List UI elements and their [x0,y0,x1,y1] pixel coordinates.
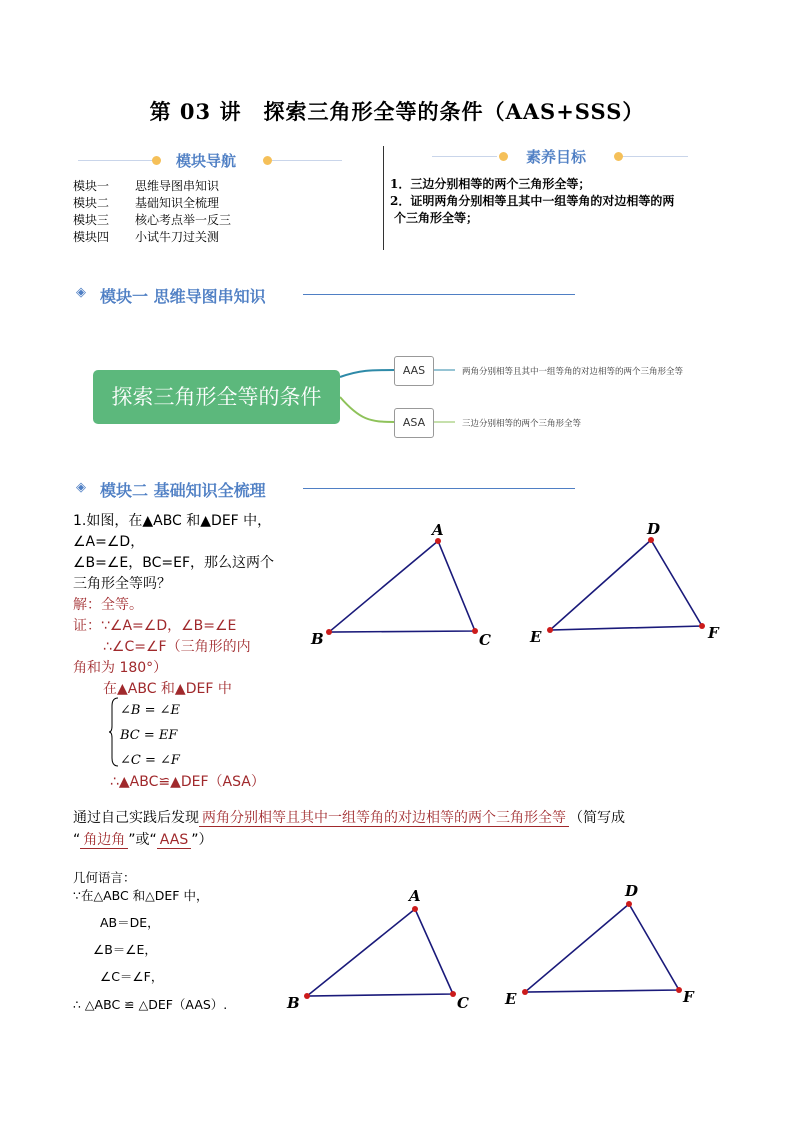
equation: ∠B = ∠E [120,703,180,718]
goals-dot-right [614,152,623,161]
problem-line: 1.如图，在▲ABC 和▲DEF 中， [73,513,272,529]
vertex-point [699,623,705,629]
nav-item[interactable]: 模块三 核心考点举一反三 [73,213,232,227]
vertex-point [626,901,632,907]
geometry-line: ∴ △ABC ≌ △DEF（AAS）. [73,997,228,1012]
blank-answer-3[interactable]: AAS [157,832,191,849]
nav-item[interactable]: 模块一 思维导图串知识 [73,179,220,193]
proof-line: ∴∠C=∠F（三角形的内 [103,639,251,655]
triangle [550,540,702,630]
geometry-line: ∠C＝∠F， [100,969,164,984]
nav-heading-line-left [78,160,156,161]
goals-heading-line-right [623,156,688,157]
goal-item-2: 2．证明两角分别相等且其中一组等角的对边相等的两 [390,194,675,208]
mindmap-branch1-line [340,370,395,377]
vertex-label-F: F [683,988,694,1006]
vertex-point [450,991,456,997]
vertex-label-D: D [625,882,639,900]
conclusion-line: ∴▲ABC≌▲DEF（ASA） [110,774,265,790]
discovery-line-2: “ 角边角 ”或“ AAS ”） [73,832,213,848]
blank-answer-2[interactable]: 角边角 [80,832,128,849]
proof-line: 证：∵∠A=∠D，∠B=∠E [73,618,237,634]
problem-line: ∠B=∠E，BC=EF，那么这两个 [73,555,275,571]
blank-answer-1[interactable]: 两角分别相等且其中一组等角的对边相等的两个三角形全等 [199,810,569,827]
equation-system [120,698,180,773]
nav-heading-line-right [272,160,342,161]
proof-line: 角和为 180°） [73,660,168,676]
vertex-point [472,628,478,634]
mindmap-node-aas: AAS [394,356,434,386]
page-title: 第 03 讲 探索三角形全等的条件（AAS+SSS） [149,99,645,124]
geometry-heading: 几何语言： [73,870,136,885]
vertex-label-A: A [409,887,421,905]
triangle-figure-bottom [280,878,720,1018]
nav-dot-right [263,156,272,165]
nav-list [73,178,231,246]
vertex-point [326,629,332,635]
vertex-label-E: E [530,628,542,646]
vertex-point [412,906,418,912]
goals-heading: 素养目标 [526,148,587,166]
geometry-line: ∵在△ABC 和△DEF 中， [73,888,209,903]
vertex-label-B: B [287,994,300,1012]
goals-text [390,176,730,227]
system-brace [108,696,120,768]
triangle [525,904,679,992]
column-divider [383,146,384,250]
section1-rule [303,294,575,295]
mindmap-branch1-text: 两角分别相等且其中一组等角的对边相等的两个三角形全等 [462,367,684,377]
triangle-figure-top [300,515,740,655]
vertex-label-C: C [457,994,469,1012]
proof-line: 在▲ABC 和▲DEF 中 [103,681,232,697]
mindmap-main-node: 探索三角形全等的条件 [93,370,340,424]
nav-item[interactable]: 模块四 小试牛刀过关测 [73,230,220,244]
goals-heading-line-left [432,156,497,157]
geometry-line: ∠B＝∠E， [93,942,157,957]
problem-block [73,511,313,700]
section2-rule [303,488,575,489]
triangle [329,541,475,632]
problem-line: ∠A=∠D， [73,534,145,550]
vertex-label-D: D [647,520,661,538]
section2-diamond-icon: ◈ [76,480,86,495]
vertex-label-E: E [505,990,517,1008]
vertex-label-B: B [311,630,324,648]
mindmap-branch2-text: 三边分别相等的两个三角形全等 [462,419,582,429]
section1-title: 模块一 思维导图串知识 [100,287,266,306]
nav-dot-left [152,156,161,165]
equation: BC = EF [120,728,178,743]
discovery-line: 通过自己实践后发现 两角分别相等且其中一组等角的对边相等的两个三角形全等 （简写成 [73,810,625,826]
problem-line: 三角形全等吗？ [73,576,171,592]
vertex-point [676,987,682,993]
nav-heading: 模块导航 [176,152,237,170]
equation: ∠C = ∠F [120,753,180,768]
geometry-line: AB＝DE， [100,915,160,930]
mindmap-node-asa: ASA [394,408,434,438]
vertex-label-C: C [479,631,491,649]
vertex-point [304,993,310,999]
nav-item[interactable]: 模块二 基础知识全梳理 [73,196,220,210]
triangle [307,909,453,996]
goal-item-2-cont: 个三角形全等； [394,211,479,225]
goal-item-1: 1．三边分别相等的两个三角形全等； [390,177,591,191]
vertex-point [547,627,553,633]
vertex-label-A: A [432,521,444,539]
mindmap-branch2-line [340,397,395,422]
answer-line: 解：全等。 [73,597,143,613]
vertex-label-F: F [708,624,719,642]
section2-title: 模块二 基础知识全梳理 [100,481,266,500]
vertex-point [522,989,528,995]
section1-diamond-icon: ◈ [76,285,86,300]
goals-dot-left [499,152,508,161]
